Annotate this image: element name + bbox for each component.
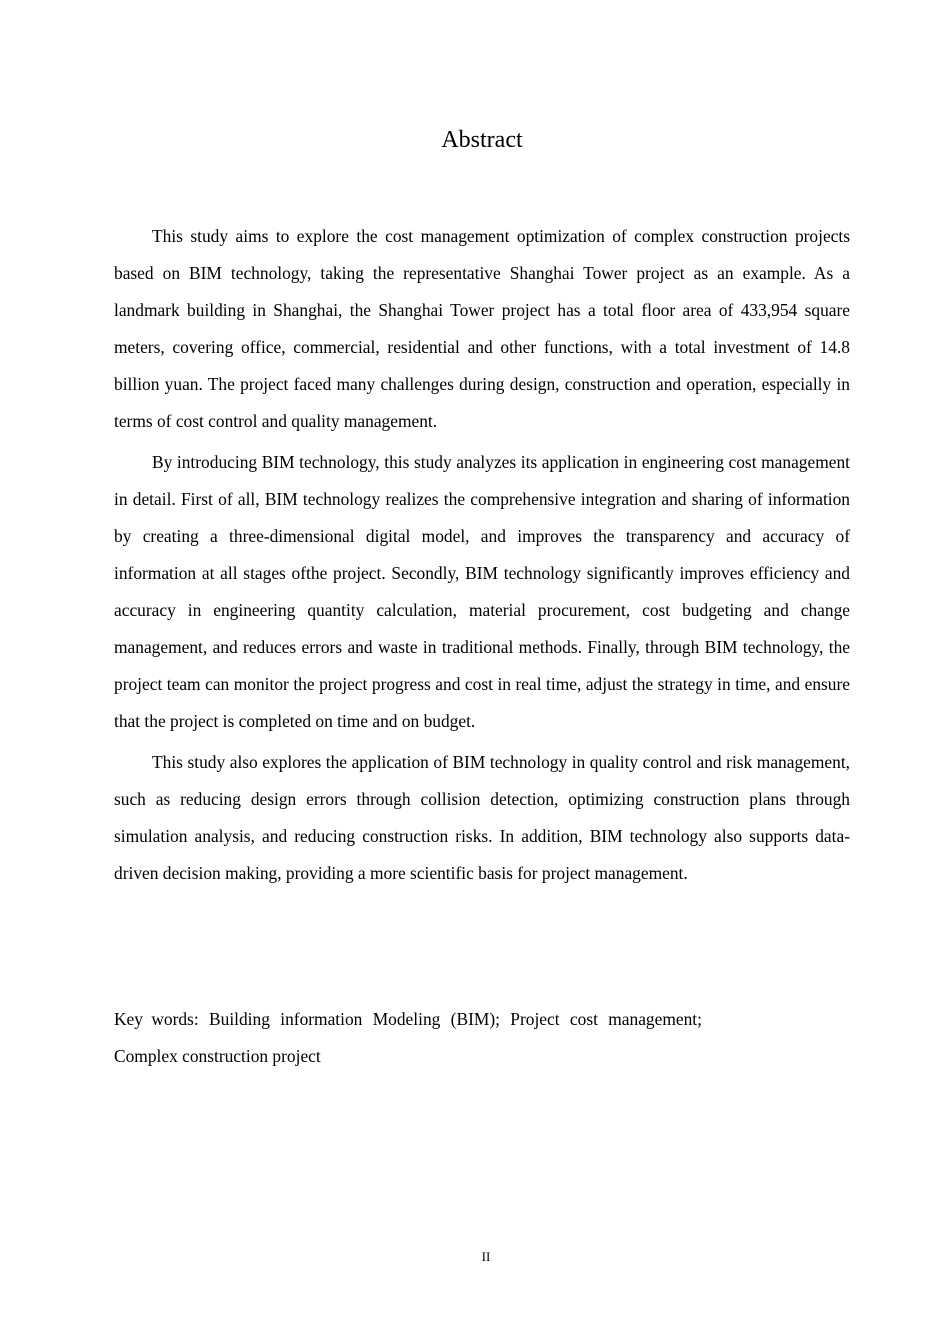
page-number: II xyxy=(481,1249,491,1264)
abstract-title: Abstract xyxy=(441,127,523,153)
abstract-paragraph-2: By introducing BIM technology, this study analyzes its application in engineering cost management in detail. First of all, BIM technology realizes the comprehensive integration and sharing of information by creating a three-dimensional digital model, and improves the transparency and accuracy of information at all stages ofthe project. Secondly, BIM technology significantly improves efficiency and accuracy in engineering quantity calculation, material procurement, cost budgeting and change management, and reduces errors and waste in traditional methods. Finally, through BIM technology, the project team can monitor the project progress and cost in real time, adjust the strategy in time, and ensure that the project is completed on time and on budget. xyxy=(114,452,850,731)
keywords-label: Key words: xyxy=(114,1009,199,1029)
abstract-body xyxy=(114,218,850,896)
keywords-block xyxy=(114,1001,850,1075)
keywords-line-1: Building information Modeling (BIM); Project cost management; xyxy=(209,1009,702,1029)
keywords-line-2: Complex construction project xyxy=(114,1046,321,1066)
abstract-paragraph-1: This study aims to explore the cost management optimization of complex construction projects based on BIM technology, taking the representative Shanghai Tower project as an example. As a landmark building in Shanghai, the Shanghai Tower project has a total floor area of 433,954 square meters, covering office, commercial, residential and other functions, with a total investment of 14.8 billion yuan. The project faced many challenges during design, construction and operation, especially in terms of cost control and quality management. xyxy=(114,226,850,431)
abstract-paragraph-3: This study also explores the application of BIM technology in quality control and risk management, such as reducing design errors through collision detection, optimizing construction plans through simulation analysis, and reducing construction risks. In addition, BIM technology also supports data-driven decision making, providing a more scientific basis for project management. xyxy=(114,752,850,883)
